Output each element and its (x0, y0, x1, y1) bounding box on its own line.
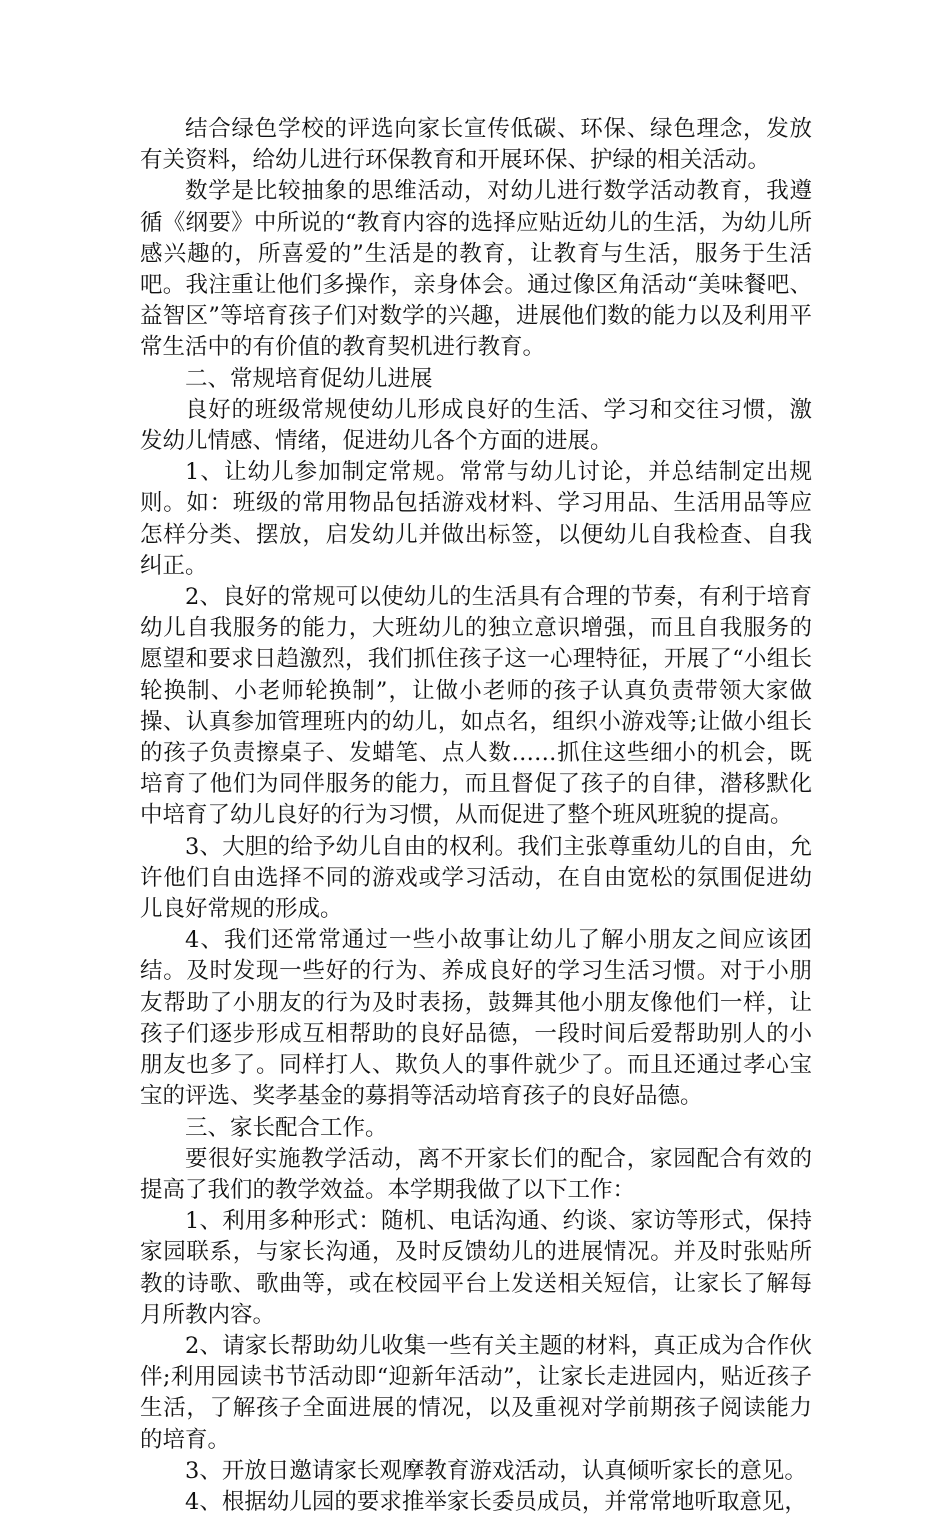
document-page (140, 114, 812, 1518)
paragraph-parents-item-4: 4、根据幼儿园的要求推举家长委员成员，并常常地听取意见， (185, 1488, 807, 1515)
paragraph-routine-item-1: 1、让幼儿参加制定常规。常常与幼儿讨论，并总结制定出规则。如：班级的常用物品包括游戏材料、学习用品、生活用品等应怎样分类、摆放，启发幼儿并做出标签，以便幼儿自我检查、自我纠正。 (140, 459, 812, 579)
paragraph-green-school: 结合绿色学校的评选向家长宣传低碳、环保、绿色理念，发放有关资料，给幼儿进行环保教育和开展环保、护绿的相关活动。 (140, 116, 812, 174)
paragraph-routine-item-4: 4、我们还常常通过一些小故事让幼儿了解小朋友之间应该团结。及时发现一些好的行为、养成良好的学习生活习惯。对于小朋友帮助了小朋友的行为及时表扬，鼓舞其他小朋友像他们一样，让孩子们逐步形成互相帮助的良好品德，一段时间后爱帮助别人的小朋友也多了。同样打人、欺负人的事件就少了。而且还通过孝心宝宝的评选、奖孝基金的募捐等活动培育孩子的良好品德。 (140, 927, 812, 1110)
paragraph-routine-item-3: 3、大胆的给予幼儿自由的权利。我们主张尊重幼儿的自由，允许他们自由选择不同的游戏或学习活动，在自由宽松的氛围促进幼儿良好常规的形成。 (140, 833, 812, 923)
section-heading-routine: 二、常规培育促幼儿进展 (185, 365, 433, 392)
paragraph-routine-intro: 良好的班级常规使幼儿形成良好的生活、学习和交往习惯，激发幼儿情感、情绪，促进幼儿各个方面的进展。 (140, 396, 812, 455)
paragraph-parents-intro: 要很好实施教学活动，离不开家长们的配合，家园配合有效的提高了我们的教学效益。本学期我做了以下工作： (140, 1145, 812, 1203)
paragraph-parents-item-1: 1、利用多种形式：随机、电话沟通、约谈、家访等形式，保持家园联系，与家长沟通，及时反馈幼儿的进展情况。并及时张贴所教的诗歌、歌曲等，或在校园平台上发送相关短信，让家长了解每月所教内容。 (140, 1208, 812, 1328)
section-heading-parents: 三、家长配合工作。 (185, 1114, 388, 1141)
paragraph-parents-item-2: 2、请家长帮助幼儿收集一些有关主题的材料，真正成为合作伙伴;利用园读书节活动即“迎新年活动”，让家长走进园内，贴近孩子生活，了解孩子全面进展的情况，以及重视对学前期孩子阅读能力的培育。 (140, 1332, 812, 1453)
paragraph-parents-item-3: 3、开放日邀请家长观摩教育游戏活动，认真倾听家长的意见。 (185, 1457, 807, 1484)
paragraph-math-activities: 数学是比较抽象的思维活动，对幼儿进行数学活动教育，我遵循《纲要》中所说的“教育内容的选择应贴近幼儿的生活，为幼儿所感兴趣的，所喜爱的”生活是的教育，让教育与生活，服务于生活吧。我注重让他们多操作，亲身体会。通过像区角活动“美味餐吧、益智区”等培育孩子们对数学的兴趣，进展他们数的能力以及利用平常生活中的有价值的教育契机进行教育。 (140, 178, 812, 361)
paragraph-routine-item-2: 2、良好的常规可以使幼儿的生活具有合理的节奏，有利于培育幼儿自我服务的能力，大班幼儿的独立意识增强，而且自我服务的愿望和要求日趋激烈，我们抓住孩子这一心理特征，开展了“小组长轮换制、小老师轮换制”，让做小老师的孩子认真负责带领大家做操、认真参加管理班内的幼儿，如点名，组织小游戏等;让做小组长的孩子负责擦桌子、发蜡笔、点人数……抓住这些细小的机会，既培育了他们为同伴服务的能力，而且督促了孩子的自律，潜移默化中培育了幼儿良好的行为习惯，从而促进了整个班风班貌的提高。 (140, 584, 812, 829)
